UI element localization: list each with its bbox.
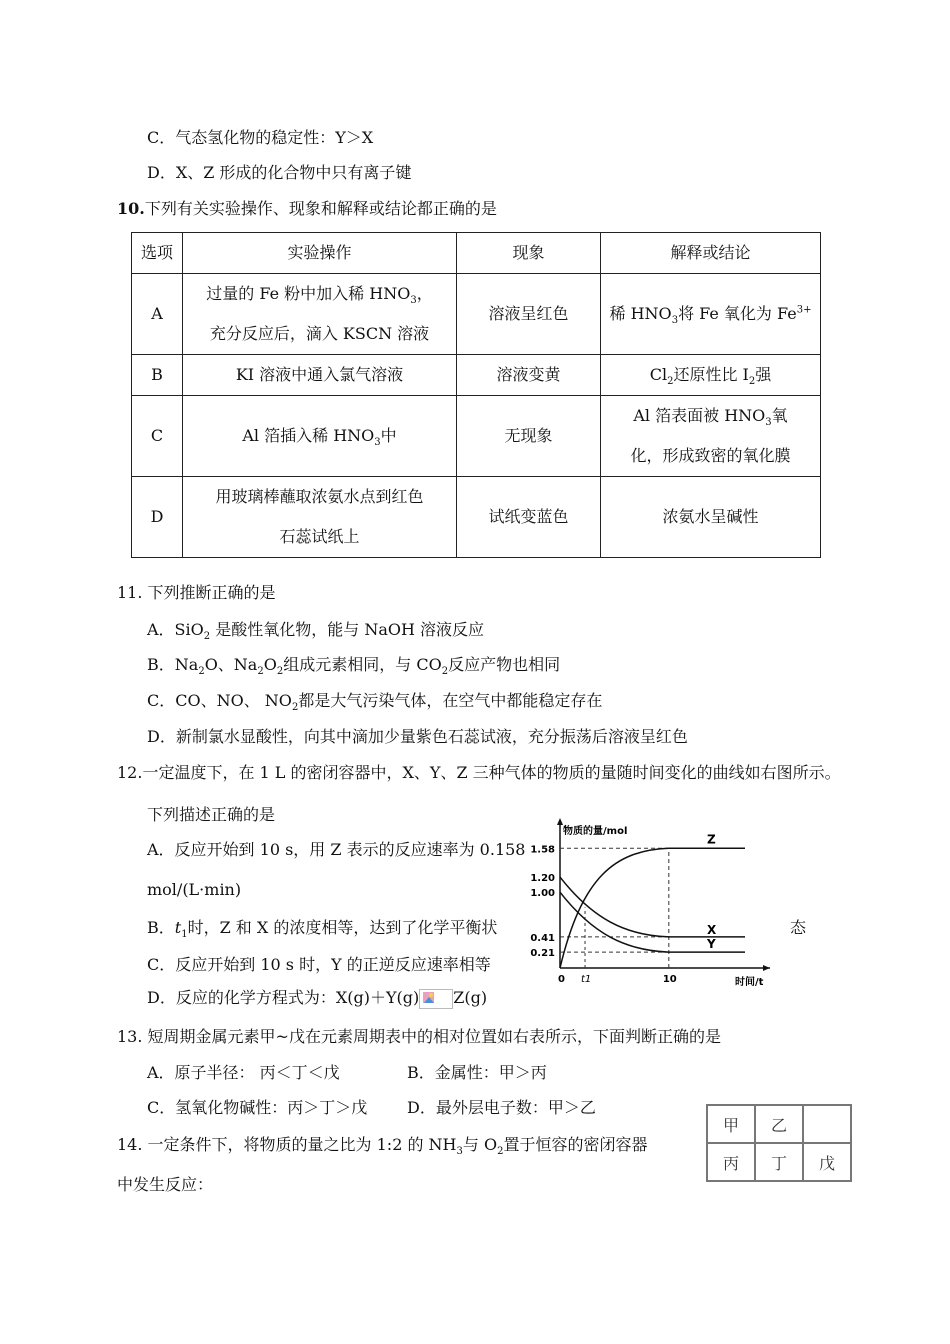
q10-row-a-option: A: [132, 274, 183, 355]
q11-b-s1: 2: [198, 666, 205, 678]
q12-option-a-line1: A．反应开始到 10 s，用 Z 表示的反应速率为 0.158: [147, 840, 526, 859]
q11-b-1: B．Na: [147, 655, 199, 674]
q10-stem-text: 下列有关实验操作、现象和解释或结论都正确的是: [144, 199, 497, 218]
q10-row-c-phenomenon: 无现象: [457, 396, 601, 477]
q10-row-c-conclusion: [601, 396, 821, 477]
q10-row-b-conclusion: [601, 355, 821, 396]
q12-b-2: 时，Z 和 X 的浓度相等，达到了化学平衡状: [187, 918, 498, 937]
q13-option-b: B．金属性：甲＞丙: [407, 1063, 547, 1082]
q11-a-sub: 2: [203, 631, 211, 643]
y-tick-label: 1.20: [530, 873, 555, 885]
q13-option-d: D．最外层电子数：甲＞乙: [407, 1098, 596, 1117]
q13-stem: 13. 短周期金属元素甲~戊在元素周期表中的相对位置如右表所示，下面判断正确的是: [117, 1027, 721, 1046]
q12-option-a-line2: mol/(L·min): [147, 880, 242, 899]
q11-b-s3: 2: [276, 666, 284, 678]
op-c-sub: 3: [374, 437, 381, 449]
q12-b-1: B．: [147, 918, 175, 937]
q10-row-c: [132, 396, 821, 477]
q10-row-d-conclusion: 浓氨水呈碱性: [601, 477, 821, 558]
cell-ding: 丁: [755, 1143, 803, 1181]
q11-b-2: O、Na: [204, 655, 258, 674]
q10-row-b-phenomenon: 溶液变黄: [457, 355, 601, 396]
q10-row-a: [132, 274, 821, 355]
q12-d-2: Z(g): [453, 988, 488, 1007]
q11-a-1: A．SiO: [147, 620, 204, 639]
series-label-x: X: [707, 922, 717, 937]
q11-option-d: D．新制氯水显酸性，向其中滴加少量紫色石蕊试液，充分振荡后溶液呈红色: [147, 727, 688, 746]
periodic-row-2: [707, 1143, 851, 1181]
periodic-row-1: [707, 1105, 851, 1143]
q10-row-d: [132, 477, 821, 558]
op-a-l2: 充分反应后，滴入 KSCN 溶液: [209, 324, 430, 343]
q10-row-a-operation: [183, 274, 457, 355]
x-axis-arrow: [763, 965, 770, 971]
q11-option-a: [147, 620, 485, 643]
q10-row-b-option: B: [132, 355, 183, 396]
q12-b-t: t: [174, 918, 182, 937]
q10-row-c-operation: [183, 396, 457, 477]
q10-row-a-phenomenon: 溶液呈红色: [457, 274, 601, 355]
series-line-x: [560, 877, 745, 937]
q13-option-a: A．原子半径： 丙＜丁＜戊: [147, 1063, 340, 1082]
op-a-tail: ，: [416, 284, 433, 303]
conc-c-1: Al 箔表面被 HNO: [633, 406, 766, 425]
q12-chart: [520, 818, 780, 993]
series-line-y: [560, 892, 745, 952]
q14-3: 置于恒容的密闭容器: [503, 1135, 648, 1154]
q14-line2: 中发生反应：: [117, 1175, 214, 1194]
op-d-l2: 石蕊试纸上: [279, 527, 360, 546]
conc-b-2: 还原性比 I: [673, 365, 749, 384]
y-tick-label: 0.21: [530, 948, 555, 960]
q11-option-b: [147, 655, 561, 678]
conc-a-1: 稀 HNO: [609, 304, 672, 323]
q10-header-row: [132, 233, 821, 274]
q12-option-b-tail: 态: [790, 918, 807, 937]
broken-image-icon: [419, 989, 453, 1009]
q12-d-1: D．反应的化学方程式为：X(g)＋Y(g): [147, 988, 420, 1007]
y-axis-label: 物质的量/mol: [563, 826, 628, 837]
q10-table: [131, 232, 821, 558]
q11-c-1: C．CO、NO、 NO: [147, 691, 292, 710]
cell-empty: [803, 1105, 851, 1143]
q11-c-sub: 2: [291, 702, 299, 714]
q10-header-option: 选项: [132, 233, 183, 274]
y-tick-label: 1.00: [530, 888, 555, 900]
q10-row-d-operation: [183, 477, 457, 558]
conc-a-sub: 3: [671, 315, 679, 327]
q11-stem: 11. 下列推断正确的是: [117, 583, 276, 602]
q14-1: 14. 一定条件下，将物质的量之比为 1:2 的 NH: [117, 1135, 457, 1154]
q10-header-phenomenon: 现象: [457, 233, 601, 274]
q10-row-a-conclusion: [601, 274, 821, 355]
op-c-1: Al 箔插入稀 HNO: [242, 426, 375, 445]
x-tick-label: 10: [662, 974, 677, 985]
x-tick-label: t1: [581, 974, 592, 985]
q12-chart-svg: [520, 818, 780, 993]
cell-bing: 丙: [707, 1143, 755, 1181]
y-tick-label: 1.58: [530, 844, 555, 856]
q11-b-s2: 2: [257, 666, 264, 678]
q12-subtitle: 下列描述正确的是: [147, 805, 276, 824]
series-label-z: Z: [707, 832, 716, 847]
q9-option-c: C．气态氢化物的稳定性：Y＞X: [147, 128, 374, 147]
x-axis-label: 时间/t: [735, 977, 764, 988]
q11-b-3: O: [263, 655, 277, 674]
periodic-position-table: [706, 1104, 852, 1182]
op-d-l1: 用玻璃棒蘸取浓氨水点到红色: [215, 487, 424, 506]
conc-c-2: 氧: [771, 406, 788, 425]
q10-header-conclusion: 解释或结论: [601, 233, 821, 274]
q11-b-5: 反应产物也相同: [448, 655, 561, 674]
q14-line1: [117, 1135, 648, 1158]
q12-option-c: C．反应开始到 10 s 时，Y 的正逆反应速率相等: [147, 955, 491, 974]
op-a-l1: 过量的 Fe 粉中加入稀 HNO: [206, 284, 411, 303]
q11-b-4: 组成元素相同，与 CO: [283, 655, 442, 674]
cell-wu: 戊: [803, 1143, 851, 1181]
q12-b-tsub: 1: [181, 929, 188, 941]
q10-stem: [117, 199, 497, 219]
q14-s1: 3: [456, 1146, 463, 1158]
conc-b-1: Cl: [649, 365, 668, 384]
q14-s2: 2: [497, 1146, 504, 1158]
q12-option-b: [147, 918, 498, 941]
q10-row-b-operation: KI 溶液中通入氯气溶液: [183, 355, 457, 396]
q10-row-d-option: D: [132, 477, 183, 558]
x-tick-label: 0: [558, 974, 565, 985]
conc-b-sub: 2: [667, 376, 674, 388]
conc-a-2: 将 Fe 氧化为 Fe: [678, 304, 797, 323]
q11-b-s4: 2: [441, 666, 449, 678]
cell-jia: 甲: [707, 1105, 755, 1143]
q9-option-d: D．X、Z 形成的化合物中只有离子键: [147, 163, 412, 182]
op-a-sub: 3: [410, 295, 417, 307]
q12-option-d: [147, 988, 487, 1009]
q11-c-2: 都是大气污染气体，在空气中都能稳定存在: [298, 691, 603, 710]
conc-b-3: 强: [755, 365, 772, 384]
q10-row-c-option: C: [132, 396, 183, 477]
y-tick-label: 0.41: [530, 932, 555, 944]
q11-a-2: 是酸性氧化物，能与 NaOH 溶液反应: [210, 620, 485, 639]
conc-b-sub2: 2: [748, 376, 756, 388]
q12-stem: 12.一定温度下，在 1 L 的密闭容器中，X、Y、Z 三种气体的物质的量随时间变化的曲线如右图所示。: [117, 763, 841, 782]
q10-row-d-phenomenon: 试纸变蓝色: [457, 477, 601, 558]
q10-number: 10.: [117, 199, 145, 218]
series-label-y: Y: [707, 937, 716, 952]
q10-header-operation: 实验操作: [183, 233, 457, 274]
conc-c-l2: 化，形成致密的氧化膜: [630, 446, 791, 465]
q14-2: 与 O: [462, 1135, 498, 1154]
conc-a-sup: 3+: [796, 304, 812, 316]
q13-option-c: C．氢氧化物碱性：丙＞丁＞戊: [147, 1098, 368, 1117]
q11-option-c: [147, 691, 603, 714]
conc-c-sub: 3: [765, 417, 772, 429]
cell-yi: 乙: [755, 1105, 803, 1143]
q10-row-b: [132, 355, 821, 396]
y-axis-arrow: [557, 818, 563, 825]
op-c-2: 中: [380, 426, 397, 445]
